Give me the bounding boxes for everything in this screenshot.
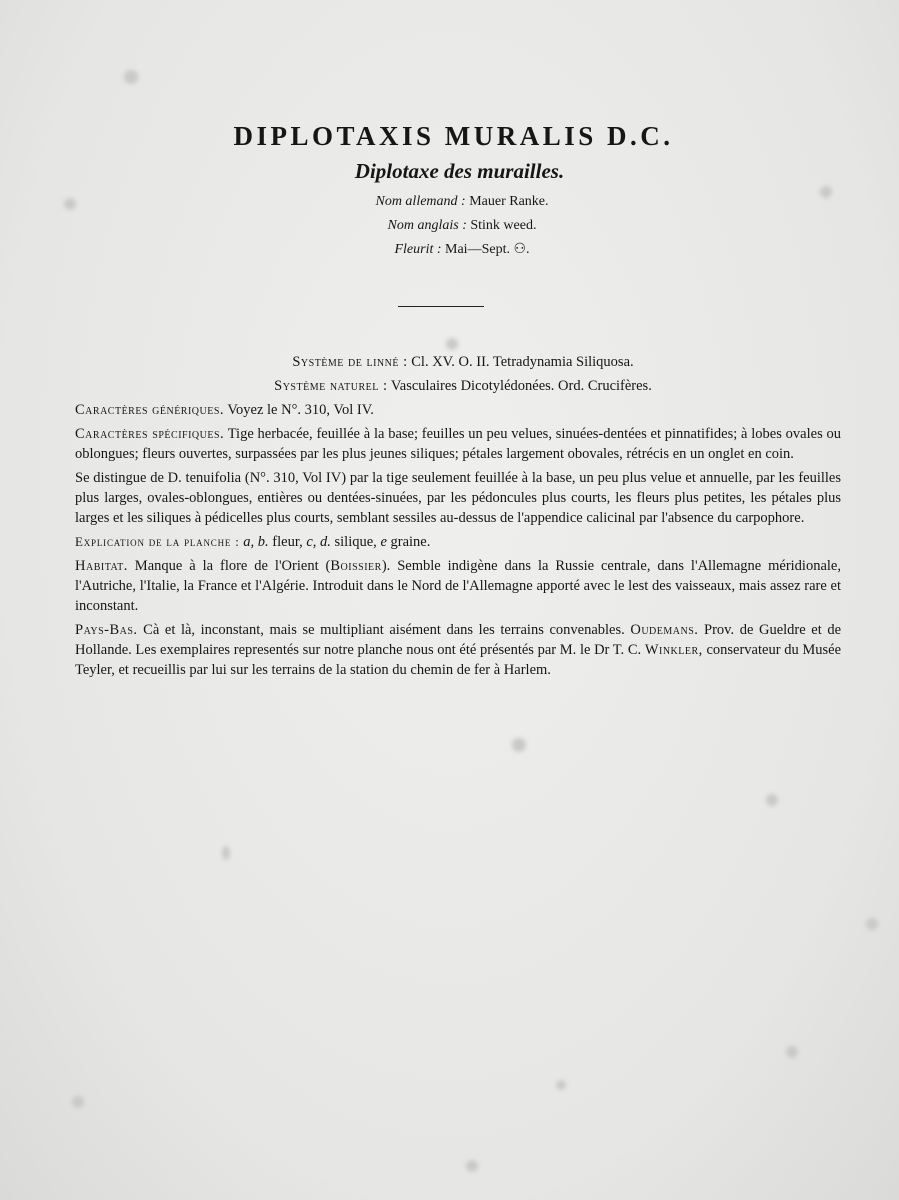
linnean-system-label: Système de linné : [292, 354, 408, 370]
specific-characters-text: Tige herbacée, feuillée à la base; feuilles un peu velues, sinuées-dentées et pinnatifides; à lobes ovales ou oblongues; fleurs ouvertes, surpassées par les plus jeunes siliques; pétales largement obovales, rétrécis en un onglet en coin. [75, 426, 841, 462]
generic-characters-text: Voyez le N°. 310, Vol IV. [227, 402, 374, 418]
plate-explanation-letter-e: e [380, 534, 387, 550]
habitat-author: Boissier [330, 558, 382, 574]
paper-speck [556, 1080, 566, 1090]
specific-characters [75, 424, 841, 464]
plate-explanation-label: Explication de la planche : [75, 534, 240, 549]
common-name-english-label: Nom anglais : [387, 218, 467, 233]
paper-speck [786, 1046, 798, 1058]
paper-speck [766, 794, 778, 806]
common-name-english-value: Stink weed. [470, 218, 537, 233]
paper-speck [222, 846, 230, 860]
netherlands-text-3: conservateur du Musée Teyler, et recueillis par lui sur les terrains de la station du chemin de fer à Harlem. [75, 642, 842, 678]
common-name-german-value: Mauer Ranke. [469, 194, 549, 209]
common-name-german-label: Nom allemand : [375, 194, 466, 209]
plate-explanation-letters-cd: c, d. [306, 534, 331, 550]
habitat [75, 556, 841, 616]
page-header [0, 118, 899, 262]
specific-characters-label: Caractères spécifiques. [75, 426, 225, 442]
generic-characters [75, 400, 841, 420]
netherlands-text-1: Cà et là, inconstant, mais se multipliant aisément dans les terrains convenables. [143, 622, 625, 638]
plate-explanation-letters-ab: a, b. [243, 534, 269, 550]
common-name-german [0, 190, 899, 214]
netherlands-distribution [75, 620, 841, 680]
flowering-period-value: Mai—Sept. ⚇. [445, 242, 530, 257]
netherlands-text-2: Prov. de Gueldre et de Hollande. Les exemplaires representés sur notre planche nous ont été présentés par M. le Dr T. C. [75, 622, 842, 658]
plate-explanation-flower: fleur, [272, 534, 303, 550]
divider [398, 306, 484, 307]
page-subtitle: Diplotaxe des murailles. [354, 159, 565, 183]
natural-system-text: Vasculaires Dicotylédonées. Ord. Crucifères. [390, 378, 652, 394]
plate-explanation-seed: graine. [390, 534, 431, 550]
netherlands-label: Pays-Bas. [75, 622, 138, 638]
flowering-period [0, 238, 899, 262]
habitat-text-end: ). Semble indigène dans la Russie centrale, dans l'Allemagne méridionale, l'Autriche, l'Italie, la France et l'Algérie. Introduit dans le Nord de l'Allemagne apporté avec le lest des vaisseaux, mais assez rare et inconstant. [75, 558, 841, 614]
paper-speck [866, 918, 878, 930]
paper-speck [446, 338, 458, 350]
generic-characters-label: Caractères génériques. [75, 402, 225, 418]
paper-speck [512, 738, 526, 752]
plate-explanation-silique: silique, [334, 534, 377, 550]
paper-speck [124, 70, 138, 84]
natural-system-label: Système naturel : [274, 378, 388, 394]
flowering-period-label: Fleurit : [394, 242, 442, 257]
habitat-label: Habitat. [75, 558, 128, 574]
habitat-text-start: Manque à la flore de l'Orient ( [134, 558, 331, 574]
natural-system [75, 376, 841, 396]
common-name-english [0, 214, 899, 238]
page-title: DIPLOTAXIS MURALIS D.C. [233, 121, 674, 151]
distinction-paragraph [75, 468, 841, 528]
plate-explanation [75, 532, 841, 552]
linnean-system [75, 352, 841, 372]
paper-speck [72, 1096, 84, 1108]
page-body [75, 352, 841, 684]
linnean-system-text: Cl. XV. O. II. Tetradynamia Siliquosa. [411, 354, 634, 370]
netherlands-author-oudemans: Oudemans. [630, 622, 699, 638]
paper-speck [466, 1160, 478, 1172]
netherlands-author-winkler: Winkler, [644, 642, 703, 658]
distinction-text: Se distingue de D. tenuifolia (N°. 310, Vol IV) par la tige seulement feuillée à la base, un peu plus velue et annuelle, par les feuilles plus larges, ovales-oblongues, entières ou dentées-sinuées, par les pédoncules plus courts, les fleurs plus petites, les pétales plus larges et les siliques à pédicelles plus courts, semblant sessiles au-dessus de l'appendice calicinal par l'absence du carpophore. [75, 470, 841, 526]
